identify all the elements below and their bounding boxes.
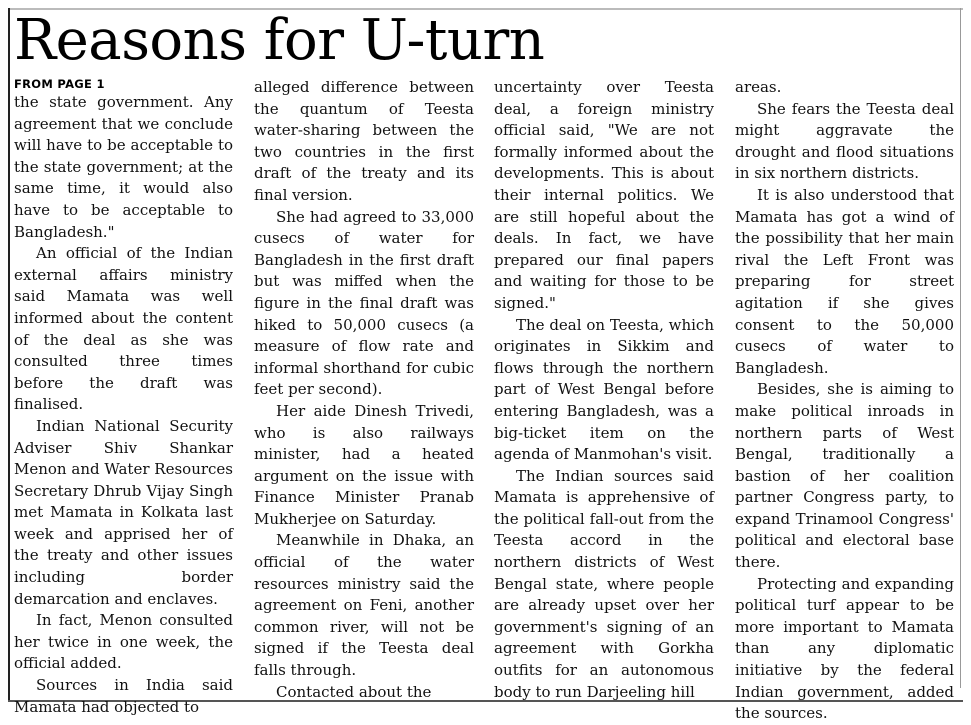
paragraph: Sources in India said Mamata had objected to — [14, 676, 233, 716]
paragraph: alleged difference between the quantum of Teesta water-sharing between the two countries in the first draft of the treaty and its final version. — [254, 78, 474, 204]
paragraph: Contacted about the — [276, 682, 432, 701]
paragraph: areas. — [735, 78, 782, 96]
headline: Reasons for U-turn — [14, 8, 545, 73]
paragraph: She fears the Teesta deal might aggravate the drought and flood situations in six northern districts. — [735, 99, 954, 183]
paragraph: Indian National Security Adviser Shiv Shankar Menon and Water Resources Secretary Dhrub Vijay Singh met Mamata in Kolkata last week and apprised her of the treaty and other issues including border demarcation and enclaves. — [14, 416, 233, 608]
continuation-label: FROM PAGE 1 — [14, 77, 105, 91]
paragraph: uncertainty over Teesta deal, a foreign ministry official said, "We are not formally informed about the developments. This is about their internal politics. We are still hopeful about the deals. In fact, we have prepared our final papers and waiting for those to be signed." — [494, 78, 714, 312]
paragraph: An official of the Indian external affairs ministry said Mamata was well informed about the content of the deal as she was consulted three times before the draft was finalised. — [14, 244, 233, 414]
paragraph: the state government. Any agreement that we conclude will have to be acceptable to the state government; at the same time, it would also have to be acceptable to Bangladesh." — [14, 93, 233, 241]
paragraph: She had agreed to 33,000 cusecs of water for Bangladesh in the first draft but was miffed when the figure in the final draft was hiked to 50,000 cusecs (a measure of flow rate and informal shorthand for cubic feet per second). — [254, 207, 474, 399]
paragraph: Meanwhile in Dhaka, an official of the water resources ministry said the agreement on Feni, another common river, will not be signed if the Teesta deal falls through. — [254, 531, 474, 680]
clipping-border-right — [960, 8, 961, 688]
paragraph: Protecting and expanding political turf appear to be more important to Mamata than any diplomatic initiative by the federal Indian government, added the sources. — [735, 574, 954, 723]
article-column-4 — [735, 77, 954, 725]
paragraph: Besides, she is aiming to make political inroads in northern parts of West Bengal, traditionally a bastion of her coalition partner Congress party, to expand Trinamool Congress' political and electoral base there. — [735, 380, 954, 572]
article-column-3 — [494, 77, 714, 703]
paragraph: In fact, Menon consulted her twice in one week, the official added. — [14, 611, 233, 673]
paragraph: It is also understood that Mamata has got a wind of the possibility that her main rival the Left Front was preparing for street agitation if she gives consent to the 50,000 cusecs of water to Bangladesh. — [735, 185, 954, 377]
paragraph: The deal on Teesta, which originates in Sikkim and flows through the northern part of West Bengal before entering Bangladesh, was a big-ticket item on the agenda of Manmohan's visit. — [494, 315, 714, 464]
paragraph: The Indian sources said Mamata is apprehensive of the political fall-out from the Teesta accord in the northern districts of West Bengal state, where people are already upset over her government's signing of an agreement with Gorkha outfits for an autonomous body to run Darjeeling hill — [494, 466, 714, 701]
clipping-border-left — [8, 8, 10, 702]
article-column-1 — [14, 92, 233, 718]
paragraph: Her aide Dinesh Trivedi, who is also railways minister, had a heated argument on the issue with Finance Minister Pranab Mukherjee on Saturday. — [254, 401, 474, 528]
article-column-2 — [254, 77, 474, 703]
